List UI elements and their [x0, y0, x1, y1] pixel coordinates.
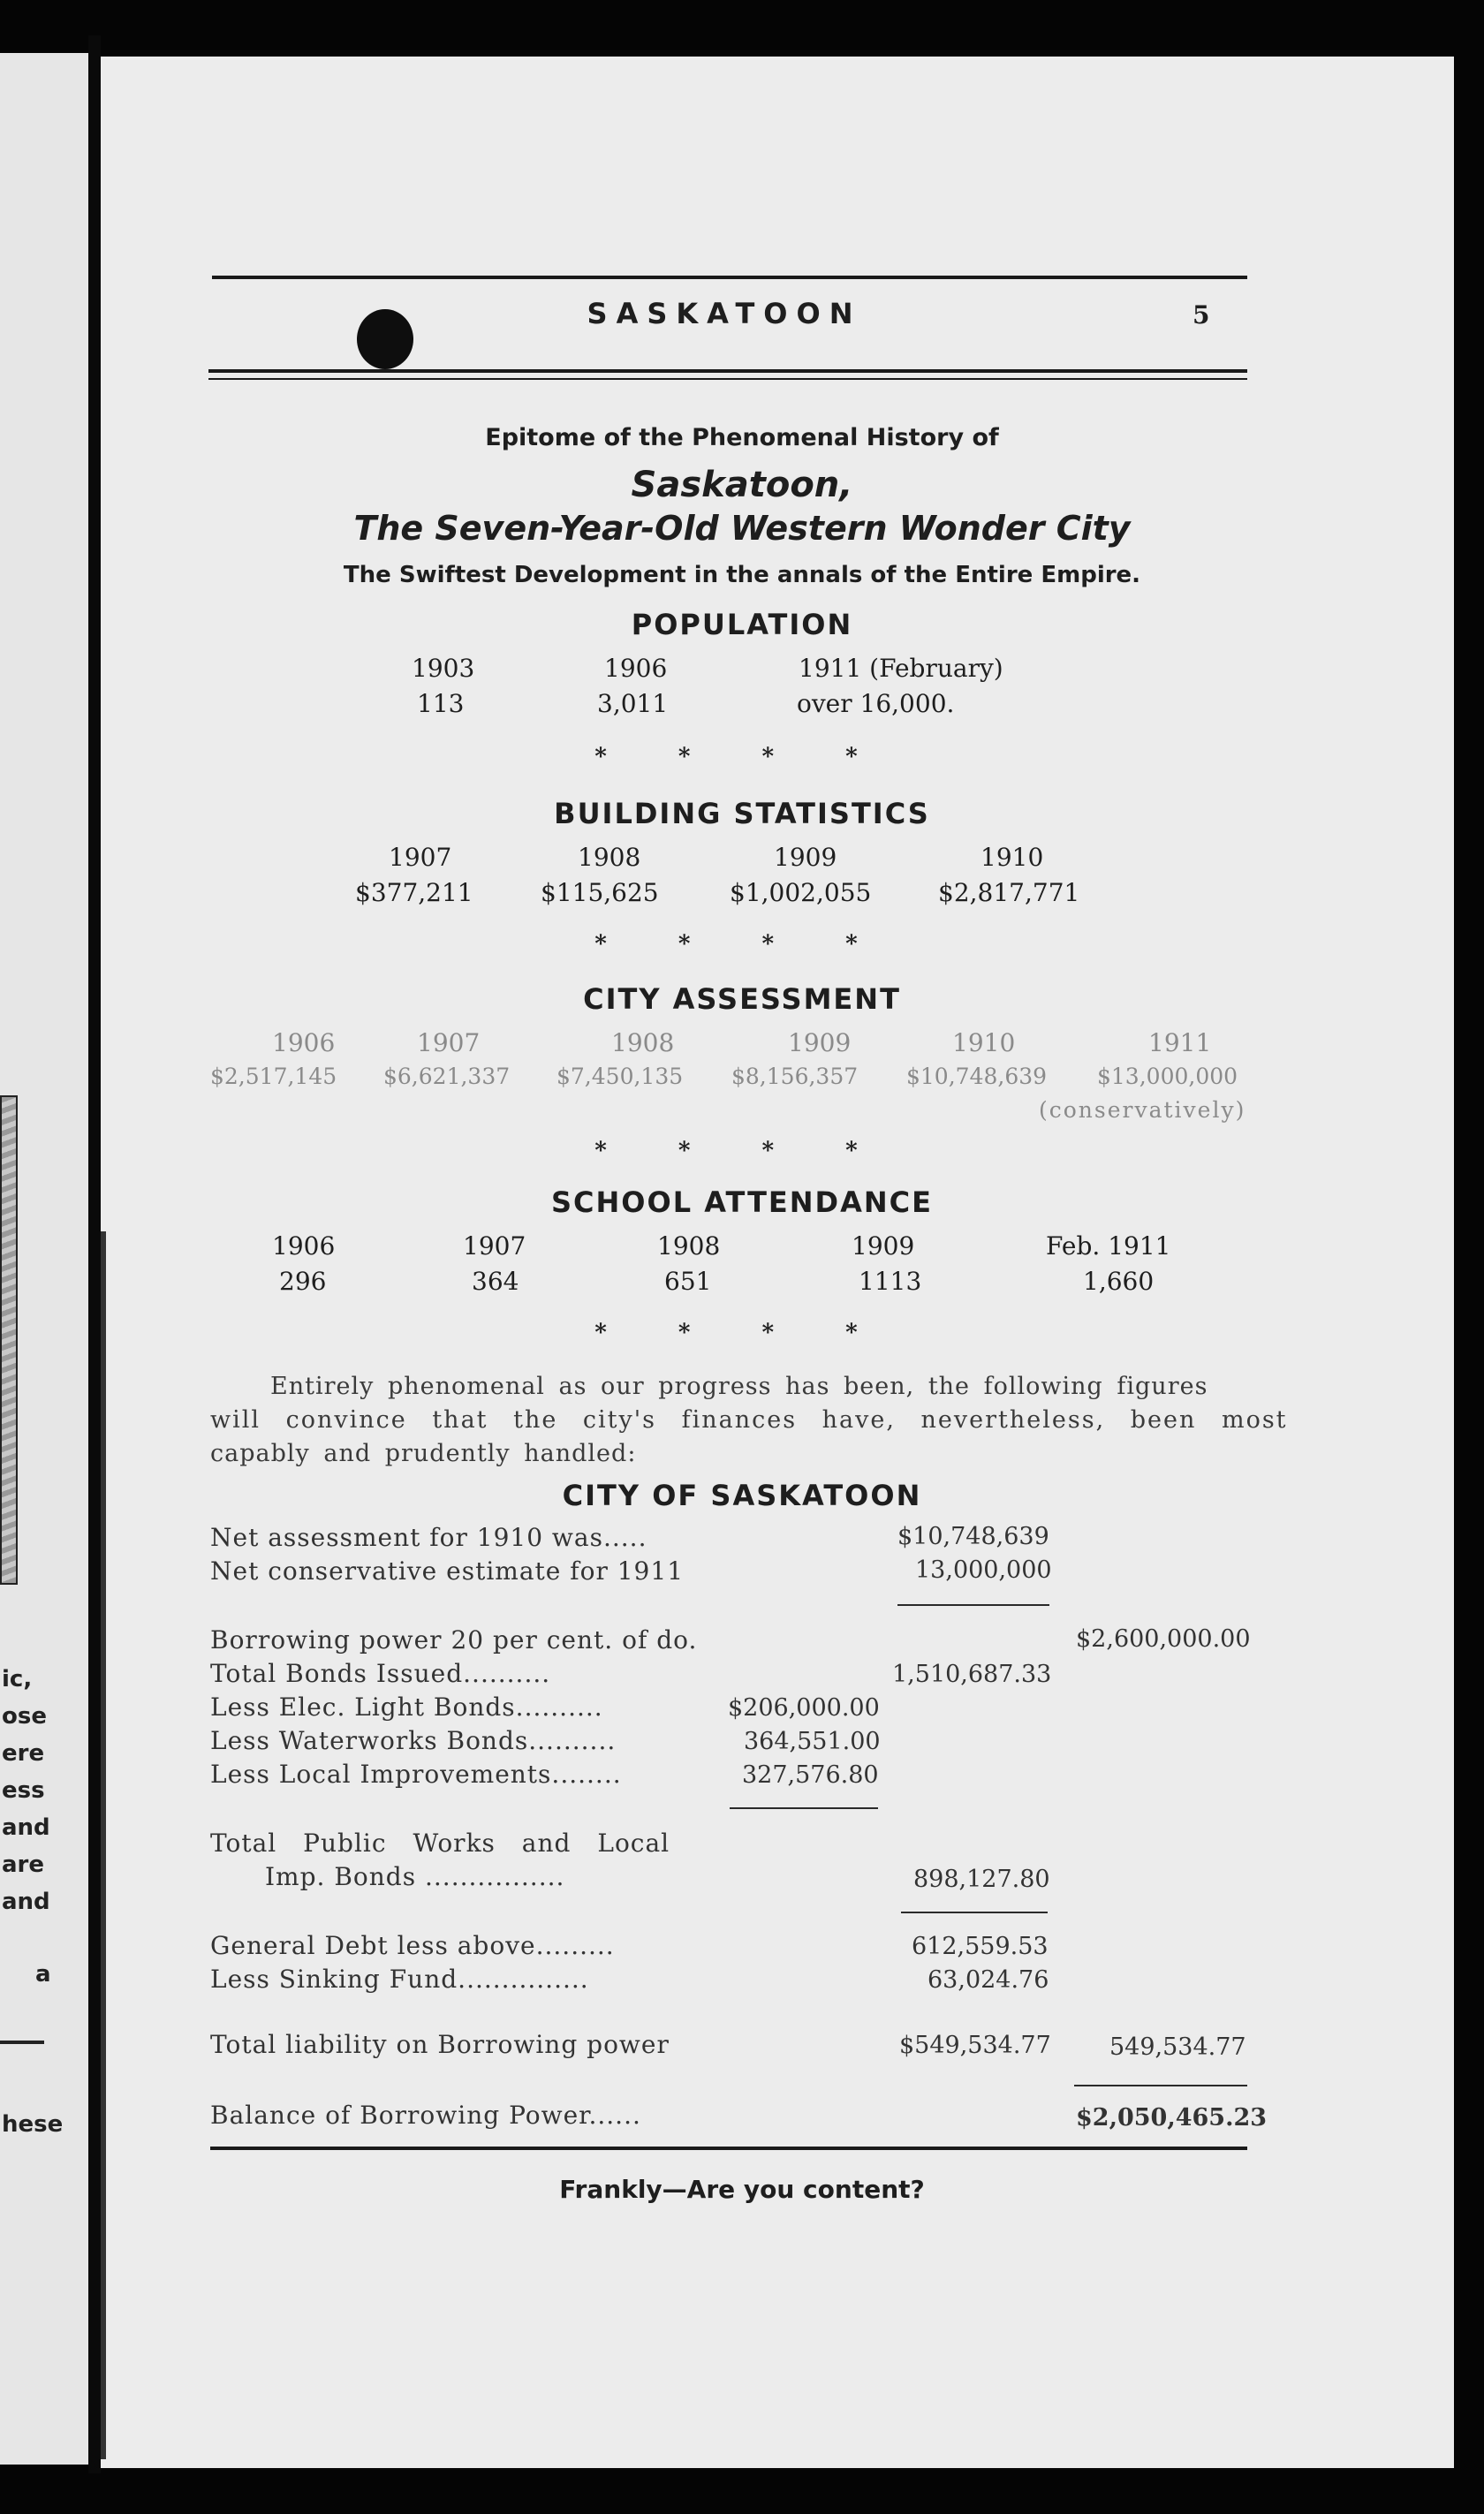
- previous-page-text: a: [35, 1961, 51, 1988]
- building-value: $1,002,055: [730, 878, 872, 907]
- book-gutter: [88, 35, 101, 2473]
- header-ornament-dot: [357, 309, 413, 369]
- population-year: 1906: [604, 654, 668, 683]
- school-year: 1909: [852, 1231, 915, 1261]
- assessment-year: 1910: [952, 1028, 1016, 1057]
- finances-heading: CITY OF SASKATOON: [562, 1479, 922, 1512]
- total-liability-value-carried: 549,534.77: [1109, 2033, 1246, 2061]
- population-value: 3,011: [597, 689, 669, 718]
- page-title: Saskatoon,: [631, 465, 853, 505]
- elec-light-bonds-label: Less Elec. Light Bonds..........: [210, 1692, 603, 1722]
- assessment-value: $10,748,639: [906, 1064, 1048, 1089]
- section-separator: * * * *: [594, 744, 890, 770]
- previous-page-text: and: [2, 1889, 50, 1915]
- section-separator: * * * *: [594, 1138, 890, 1164]
- building-year: 1910: [980, 843, 1044, 872]
- net-estimate-value: 13,000,000: [915, 1556, 1052, 1584]
- public-works-label: Total Public Works and Local: [210, 1829, 670, 1858]
- page-subtitle: The Seven-Year-Old Western Wonder City: [353, 509, 1131, 548]
- building-year: 1907: [389, 843, 452, 872]
- school-attendance-heading: SCHOOL ATTENDANCE: [550, 1185, 933, 1219]
- building-statistics-heading: BUILDING STATISTICS: [554, 797, 930, 830]
- balance-borrowing-power-value: $2,050,465.23: [1076, 2104, 1268, 2132]
- header-rule-bottom-thin: [208, 378, 1247, 380]
- total-bonds-label: Total Bonds Issued..........: [210, 1659, 551, 1688]
- previous-page-text: hese: [2, 2111, 64, 2138]
- school-value: 1,660: [1083, 1267, 1155, 1296]
- paragraph-line: Entirely phenomenal as our progress has been, the following figures: [270, 1373, 1208, 1400]
- general-debt-label: General Debt less above.........: [210, 1931, 615, 1960]
- total-liability-value: $549,534.77: [899, 2032, 1051, 2059]
- population-year: 1911 (February): [799, 654, 1003, 683]
- previous-page-text: ose: [2, 1703, 47, 1730]
- assessment-value: $13,000,000: [1097, 1064, 1238, 1089]
- previous-page-text: are: [2, 1851, 45, 1878]
- paragraph-line: will convince that the city's finances have, nevertheless, been most: [210, 1406, 1288, 1434]
- previous-page-text: ess: [2, 1777, 45, 1804]
- building-year: 1908: [578, 843, 641, 872]
- epitome-line: Epitome of the Phenomenal History of: [485, 424, 999, 451]
- assessment-year: 1908: [611, 1028, 675, 1057]
- running-title: SASKATOON: [587, 297, 862, 330]
- assessment-value: $8,156,357: [731, 1064, 859, 1089]
- closing-question: Frankly—Are you content?: [559, 2175, 925, 2204]
- closing-rule: [210, 2147, 1247, 2150]
- subtotal-rule: [901, 1912, 1048, 1913]
- header-rule-bottom: [208, 369, 1247, 373]
- previous-page-text: ere: [2, 1740, 45, 1767]
- balance-borrowing-power-label: Balance of Borrowing Power......: [210, 2101, 641, 2130]
- local-improvements-value: 327,576.80: [742, 1761, 879, 1789]
- building-year: 1909: [774, 843, 837, 872]
- building-value: $377,211: [355, 878, 473, 907]
- sinking-fund-value: 63,024.76: [928, 1966, 1049, 1994]
- net-assessment-value: $10,748,639: [897, 1523, 1049, 1550]
- local-improvements-label: Less Local Improvements........: [210, 1760, 622, 1789]
- previous-page-text: and: [2, 1814, 50, 1841]
- total-bonds-value: 1,510,687.33: [892, 1661, 1052, 1688]
- assessment-year: 1909: [788, 1028, 852, 1057]
- population-value: over 16,000.: [797, 689, 955, 718]
- elec-light-bonds-value: $206,000.00: [728, 1694, 880, 1722]
- population-year: 1903: [412, 654, 475, 683]
- school-value: 651: [664, 1267, 712, 1296]
- previous-page-edge: [0, 53, 88, 2465]
- school-year: 1906: [272, 1231, 336, 1261]
- waterworks-bonds-value: 364,551.00: [744, 1728, 881, 1755]
- section-separator: * * * *: [594, 931, 890, 958]
- tagline: The Swiftest Development in the annals of the Entire Empire.: [343, 562, 1141, 588]
- building-value: $2,817,771: [938, 878, 1080, 907]
- population-value: 113: [417, 689, 465, 718]
- assessment-value: $6,621,337: [383, 1064, 511, 1089]
- borrowing-power-label: Borrowing power 20 per cent. of do.: [210, 1625, 698, 1655]
- sinking-fund-label: Less Sinking Fund...............: [210, 1965, 589, 1994]
- school-year: 1908: [657, 1231, 721, 1261]
- subtotal-rule: [730, 1807, 878, 1809]
- city-assessment-heading: CITY ASSESSMENT: [583, 982, 901, 1016]
- assessment-value: $2,517,145: [210, 1064, 337, 1089]
- school-value: 1113: [859, 1267, 922, 1296]
- header-rule-top: [212, 276, 1247, 279]
- previous-page-rule: [0, 2041, 44, 2044]
- assessment-year: 1911: [1148, 1028, 1212, 1057]
- public-works-label-cont: Imp. Bonds ................: [265, 1862, 565, 1891]
- school-year: 1907: [463, 1231, 526, 1261]
- total-liability-label: Total liability on Borrowing power: [210, 2030, 670, 2059]
- school-value: 296: [279, 1267, 327, 1296]
- school-year: Feb. 1911: [1046, 1231, 1171, 1261]
- subtotal-rule: [897, 1604, 1049, 1606]
- school-value: 364: [472, 1267, 519, 1296]
- borrowing-power-value: $2,600,000.00: [1076, 1625, 1251, 1653]
- general-debt-value: 612,559.53: [912, 1933, 1049, 1960]
- waterworks-bonds-label: Less Waterworks Bonds..........: [210, 1726, 617, 1755]
- assessment-year: 1906: [272, 1028, 336, 1057]
- assessment-note: (conservatively): [1039, 1097, 1246, 1123]
- previous-page-text: ic,: [2, 1666, 33, 1692]
- page-number: 5: [1192, 300, 1210, 329]
- net-assessment-label: Net assessment for 1910 was.....: [210, 1523, 647, 1552]
- section-separator: * * * *: [594, 1320, 890, 1346]
- total-rule: [1074, 2085, 1247, 2086]
- page-edge-shadow: [101, 1231, 106, 2459]
- net-estimate-label: Net conservative estimate for 1911: [210, 1556, 685, 1586]
- paragraph-line: capably and prudently handled:: [210, 1440, 637, 1467]
- population-heading: POPULATION: [631, 608, 853, 641]
- assessment-value: $7,450,135: [556, 1064, 684, 1089]
- assessment-year: 1907: [417, 1028, 481, 1057]
- building-value: $115,625: [541, 878, 659, 907]
- public-works-value: 898,127.80: [913, 1866, 1050, 1893]
